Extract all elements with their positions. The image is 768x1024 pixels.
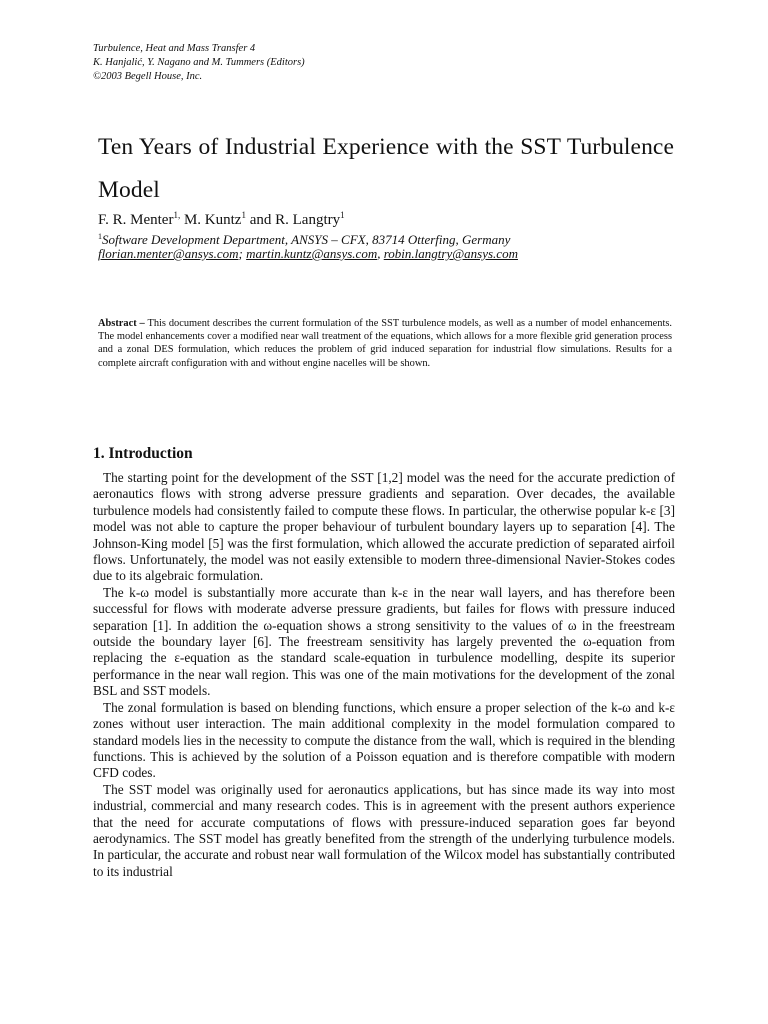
author-name: M. Kuntz bbox=[180, 212, 242, 228]
affiliation-marker: 1 bbox=[98, 232, 102, 241]
author-list bbox=[98, 206, 678, 229]
author-emails bbox=[98, 246, 698, 262]
affiliation-marker: 1 bbox=[241, 210, 246, 220]
email-separator: , bbox=[377, 246, 384, 261]
paragraph: The SST model was originally used for aeronautics applications, but has since made its way into most industrial, commercial and many research codes. This is in agreement with the present authors experience that the need for accurate computations of flows with pressure-induced separation goes far beyond aerodynamics. The SST model has greatly benefited from the strength of the underlying turbulence models. In particular, the accurate and robust near wall formulation of the Wilcox model has substantially contributed to its industrial bbox=[93, 781, 675, 879]
email-link[interactable]: florian.menter@ansys.com bbox=[98, 246, 239, 261]
paragraph: The starting point for the development of the SST [1,2] model was the need for the accurate prediction of aeronautics flows with strong adverse pressure gradients and separation. Over decades, the available turbulence models had consistently failed to compute these flows. In particular, the otherwise popular k-ε [3] model was not able to capture the proper behaviour of turbulent boundary layers up to separation [4]. The Johnson-King model [5] was the first formulation, which allowed the accurate prediction of separated airfoil flows. Unfortunately, the model was not easily extensible to modern three-dimensional Navier-Stokes codes due to its algebraic formulation. bbox=[93, 470, 675, 584]
email-link[interactable]: martin.kuntz@ansys.com bbox=[246, 246, 378, 261]
affiliation-marker: 1 bbox=[340, 210, 345, 220]
abstract bbox=[98, 317, 672, 370]
proceedings-header bbox=[93, 42, 693, 84]
body-text bbox=[93, 470, 675, 880]
proceedings-title: Turbulence, Heat and Mass Transfer 4 bbox=[93, 43, 256, 54]
copyright-line: ©2003 Begell House, Inc. bbox=[93, 71, 203, 82]
author-name: F. R. Menter bbox=[98, 212, 174, 228]
paper-title: Ten Years of Industrial Experience with the SST Turbulence Model bbox=[98, 134, 674, 203]
email-separator: ; bbox=[238, 246, 247, 261]
abstract-text: This document describes the current formulation of the SST turbulence models, as well as a number of model enhancements. The model enhancements cover a modified near wall treatment of the equations, which allows for a more flexible grid generation process and a zonal DES formulation, which reduces the problem of grid induced separation for industrial flow simulations. Results for a complete aircraft configuration with and without engine nacelles will be shown. bbox=[98, 318, 672, 369]
email-link[interactable]: robin.langtry@ansys.com bbox=[383, 246, 518, 261]
proceedings-editors: K. Hanjalić, Y. Nagano and M. Tummers (Editors) bbox=[93, 57, 305, 68]
paragraph: The k-ω model is substantially more accurate than k-ε in the near wall layers, and has therefore been successful for flows with moderate adverse pressure gradients, but failes for flows with pressure induced separation [1]. In addition the ω-equation shows a strong sensitivity to the values of ω in the freestream outside the boundary layer [6]. The freestream sensitivity has largely prevented the ω-equation from replacing the ε-equation as the standard scale-equation in turbulence modelling, despite its superior performance in the near wall region. This was one of the main motivations for the development of the zonal BSL and SST models. bbox=[93, 584, 675, 699]
author-name: and R. Langtry bbox=[245, 212, 341, 228]
section-heading: 1. Introduction bbox=[93, 445, 193, 462]
affiliation-text: Software Development Department, ANSYS – CFX, 83714 Otterfing, Germany bbox=[102, 232, 511, 247]
paragraph: The zonal formulation is based on blending functions, which ensure a proper selection of the k-ω and k-ε zones without user interaction. The main additional complexity in the model formulation compared to standard models lies in the necessity to compute the distance from the wall, which is required in the blending functions. This is achieved by the solution of a Poisson equation and is therefore compatible with modern CFD codes. bbox=[93, 699, 675, 781]
abstract-label: Abstract – bbox=[98, 318, 145, 329]
affiliation-marker: 1, bbox=[173, 210, 181, 220]
